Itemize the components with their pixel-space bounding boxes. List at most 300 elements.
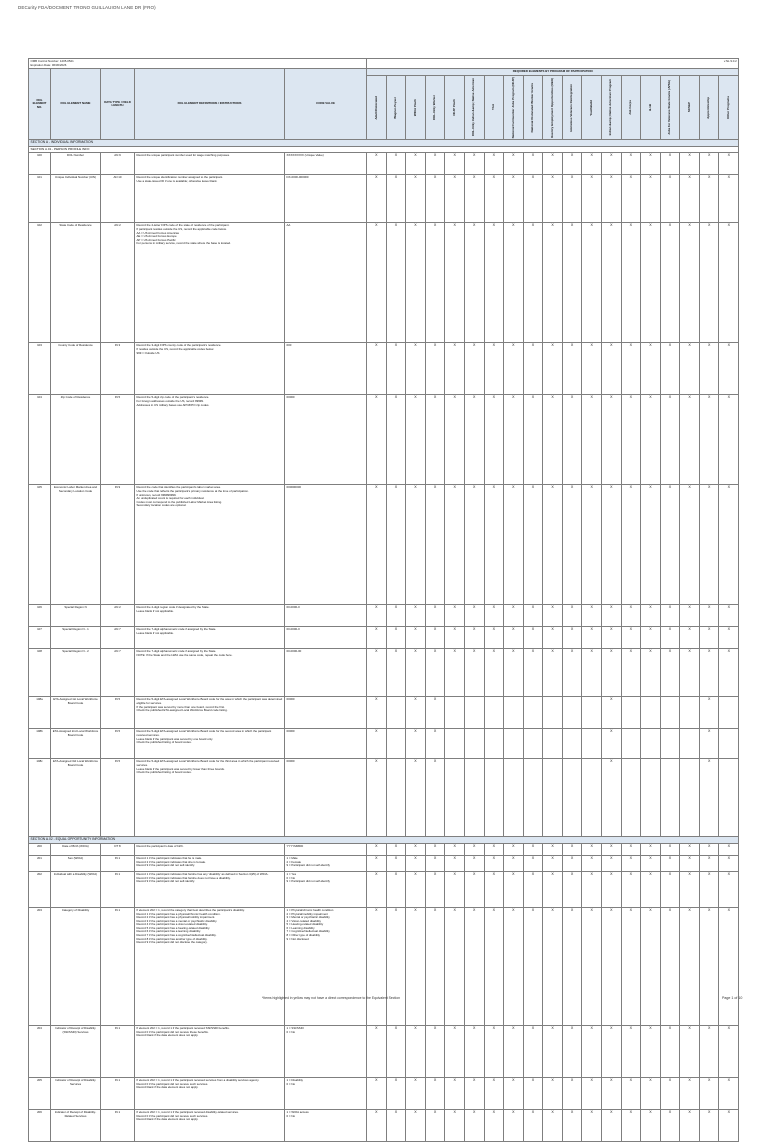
program-mark xyxy=(445,697,465,729)
definition-line: Record 2 if the participant has a physical/mobility impairment. xyxy=(136,915,216,920)
program-mark xyxy=(484,729,504,759)
program-mark: X xyxy=(660,175,680,223)
program-mark: X xyxy=(680,153,700,175)
program-mark: X xyxy=(445,1077,465,1109)
program-mark: X xyxy=(641,871,661,907)
program-mark: X xyxy=(621,175,641,223)
program-mark: X xyxy=(406,395,426,485)
definition-line: Record the 3-digit FIPS county code of the participant's residence. xyxy=(136,343,222,348)
definition-line: If resides outside the US, record the applicable codes below. xyxy=(136,346,214,351)
program-mark xyxy=(543,697,563,729)
program-mark: X xyxy=(680,343,700,395)
program-mark: X xyxy=(582,1109,602,1141)
definition-line: Leave blank if not applicable. xyxy=(136,608,174,613)
definition-line: Addresses in US military bases use APO/FPO zip codes. xyxy=(136,402,210,407)
program-mark: X xyxy=(660,1025,680,1077)
definition-line: Record the 5-digit zip code of the participant's residence. xyxy=(136,395,210,400)
element-name: Special Region N - 1 xyxy=(51,627,101,649)
program-mark: X xyxy=(641,485,661,605)
definition-line: Record the unique identification number assigned to the participant. xyxy=(136,175,223,180)
program-mark: X xyxy=(621,343,641,395)
program-mark: X xyxy=(445,1025,465,1077)
element-code: 00000 xyxy=(285,759,367,837)
program-mark: X xyxy=(445,485,465,605)
program-mark: X xyxy=(562,153,582,175)
program-mark: X xyxy=(504,223,524,343)
element-type: AN 2 xyxy=(101,605,135,627)
element-definition xyxy=(135,395,285,485)
program-mark: X xyxy=(504,1077,524,1109)
col-codes: CODE VALUE xyxy=(285,69,367,140)
program-mark: X xyxy=(464,485,484,605)
program-mark: X xyxy=(641,1025,661,1077)
element-name: Date of Birth (WIOA) xyxy=(51,843,101,855)
program-mark: X xyxy=(699,395,719,485)
program-mark: X xyxy=(582,223,602,343)
program-mark xyxy=(680,729,700,759)
program-mark: X xyxy=(386,1109,406,1141)
program-mark: X xyxy=(406,855,426,871)
definition-line: If unknown, record 999999999. xyxy=(136,492,177,497)
program-mark: X xyxy=(699,697,719,729)
program-mark: X xyxy=(523,223,543,343)
program-mark xyxy=(386,759,406,837)
program-mark: X xyxy=(425,649,445,697)
section-row xyxy=(29,837,739,844)
program-mark xyxy=(523,729,543,759)
program-mark: X xyxy=(719,605,739,627)
program-mark: X xyxy=(504,175,524,223)
program-mark: X xyxy=(562,627,582,649)
program-mark: X xyxy=(425,729,445,759)
definition-line: AE = US Armed Forces Europe xyxy=(136,234,177,239)
definition-line: Record the unique participant number used for wage matching purposes. xyxy=(136,153,230,158)
element-code: 1 = WIOA access 0 = No xyxy=(285,1109,367,1141)
program-mark: X xyxy=(660,605,680,627)
program-mark: X xyxy=(425,1025,445,1077)
definition-line: Leave blank if the participant was served by fewer than three boards. xyxy=(136,766,225,771)
program-mark: X xyxy=(543,649,563,697)
element-code: 00000 xyxy=(285,729,367,759)
col-type-field: DATA TYPE / FIELD LENGTH xyxy=(101,69,135,140)
program-mark: X xyxy=(719,907,739,1025)
program-mark: X xyxy=(367,843,387,855)
element-code: 1 = Physical/chronic health condition 2 = Physical/mobility impairment 3 = Mental or psychiatric disability 4 = Vision-related disability 5 = Hearing-related disability 6 = Learning disability 7 = Cognitive/intellectual disability 8 = Other type of disability 9 = Not disclosed xyxy=(285,907,367,1025)
program-mark: X xyxy=(621,605,641,627)
program-mark xyxy=(641,697,661,729)
version-label: v.NL 9.0.2 xyxy=(367,59,739,69)
program-mark: X xyxy=(621,1025,641,1077)
program-mark: X xyxy=(562,871,582,907)
element-number: 100 xyxy=(29,153,51,175)
element-name: Indicator of Receipt of Disability Services xyxy=(51,1077,101,1109)
program-mark: X xyxy=(445,395,465,485)
program-mark: X xyxy=(543,871,563,907)
program-mark: X xyxy=(484,649,504,697)
program-mark: X xyxy=(543,1077,563,1109)
program-mark xyxy=(386,729,406,759)
definition-line: Record blank if the data element does not apply. xyxy=(136,1033,199,1038)
definition-line: If element 202 = 1, record 1 if the participant received disability-related services. xyxy=(136,1109,239,1114)
col-definitions: DOL ELEMENT DEFINITIONS / INSTRUCTIONS xyxy=(135,69,285,140)
program-mark: X xyxy=(445,855,465,871)
program-mark xyxy=(484,697,504,729)
program-mark: X xyxy=(543,175,563,223)
program-mark: X xyxy=(406,843,426,855)
program-mark: X xyxy=(425,485,445,605)
program-mark: X xyxy=(601,871,621,907)
program-mark: X xyxy=(641,605,661,627)
program-mark: X xyxy=(621,855,641,871)
table-row xyxy=(29,485,739,605)
element-definition xyxy=(135,153,285,175)
element-code: 1 = Disability 0 = No xyxy=(285,1077,367,1109)
definition-line: If the participant was served by more than one board, record the first. xyxy=(136,704,225,709)
program-mark: X xyxy=(621,395,641,485)
program-mark: X xyxy=(680,627,700,649)
program-mark: X xyxy=(367,343,387,395)
program-mark: X xyxy=(367,485,387,605)
program-mark: X xyxy=(406,1109,426,1141)
element-definition xyxy=(135,1077,285,1109)
element-number: 107 xyxy=(29,627,51,649)
program-mark: X xyxy=(601,153,621,175)
element-code: YYYYMMDD xyxy=(285,843,367,855)
definition-line: Record the 7-digit alphanumeric code if assigned by the State. xyxy=(136,649,217,654)
omb-number: OMB Control Number: 1205-0521 xyxy=(30,59,74,63)
program-mark: X xyxy=(719,153,739,175)
program-mark: X xyxy=(719,855,739,871)
program-mark: X xyxy=(425,871,445,907)
program-mark: X xyxy=(699,871,719,907)
program-mark xyxy=(543,729,563,759)
definition-line: Record 9 if the participant did not disclose the category. xyxy=(136,940,208,945)
program-mark: X xyxy=(464,175,484,223)
program-mark xyxy=(719,697,739,729)
program-mark: X xyxy=(367,729,387,759)
program-mark: X xyxy=(425,1109,445,1141)
table-row xyxy=(29,907,739,1025)
program-col-1 xyxy=(386,75,406,139)
program-mark: X xyxy=(543,153,563,175)
program-mark: X xyxy=(484,175,504,223)
program-mark: X xyxy=(464,605,484,627)
program-mark: X xyxy=(543,855,563,871)
program-mark: X xyxy=(386,855,406,871)
program-mark: X xyxy=(425,343,445,395)
program-col-17 xyxy=(699,75,719,139)
definition-line: If element 202 = 1, record 1 if the participant received SSI/SSDI benefits. xyxy=(136,1025,230,1030)
program-mark: X xyxy=(367,223,387,343)
program-mark xyxy=(523,697,543,729)
program-label: Adult/Dislocated xyxy=(373,95,378,120)
program-mark: X xyxy=(641,649,661,697)
program-mark xyxy=(504,759,524,837)
program-mark: X xyxy=(601,759,621,837)
program-mark: X xyxy=(660,843,680,855)
program-mark: X xyxy=(464,843,484,855)
omb-control xyxy=(29,59,367,69)
program-mark: X xyxy=(621,843,641,855)
program-mark: X xyxy=(386,649,406,697)
element-code: 00000 xyxy=(285,395,367,485)
program-mark: X xyxy=(601,1025,621,1077)
program-mark: X xyxy=(601,1109,621,1141)
program-mark: X xyxy=(425,175,445,223)
program-mark: X xyxy=(680,605,700,627)
program-mark xyxy=(464,759,484,837)
element-name: Indicator of Receipt of Disability (SSI/SSDI) Services xyxy=(51,1025,101,1077)
definition-line: Codes must correspond to the published Labor Market Area listing. xyxy=(136,499,222,504)
program-mark: X xyxy=(601,843,621,855)
element-number: 102 xyxy=(29,223,51,343)
program-label: Homeless Veterans Reintegration xyxy=(569,83,574,132)
program-mark: X xyxy=(484,605,504,627)
program-mark: X xyxy=(680,1109,700,1141)
section-row xyxy=(29,140,739,147)
element-definition xyxy=(135,871,285,907)
program-mark: X xyxy=(621,1077,641,1109)
element-code: 1 = SSI/SSDI 0 = No xyxy=(285,1025,367,1077)
table-row xyxy=(29,697,739,729)
program-mark: X xyxy=(464,1109,484,1141)
program-mark: X xyxy=(543,605,563,627)
program-mark: X xyxy=(445,153,465,175)
program-mark: X xyxy=(660,395,680,485)
program-label: Indian &amp; Native American Program xyxy=(608,79,613,136)
program-mark: X xyxy=(523,1109,543,1141)
program-mark: X xyxy=(445,605,465,627)
program-mark: X xyxy=(562,175,582,223)
col-element-num: DOL ELEMENT NO. xyxy=(29,69,51,140)
definition-line: Record the participant's date of birth. xyxy=(136,843,184,848)
program-mark: X xyxy=(660,627,680,649)
table-row xyxy=(29,649,739,697)
program-mark: X xyxy=(523,395,543,485)
footnote: *Items highlighted in yellow may not have a direct correspondence to the Equivalent Section xyxy=(262,996,400,1000)
program-mark: X xyxy=(523,649,543,697)
program-mark: X xyxy=(445,1109,465,1141)
program-mark: X xyxy=(601,855,621,871)
program-mark: X xyxy=(719,223,739,343)
element-type: IN 5 xyxy=(101,759,135,837)
definition-line: Check the published listing of board codes. xyxy=(136,770,192,775)
program-mark: X xyxy=(562,395,582,485)
element-type: IN 1 xyxy=(101,1109,135,1141)
program-col-11 xyxy=(582,75,602,139)
definition-line: AA = US Armed Forces Americas xyxy=(136,230,179,235)
program-mark: X xyxy=(641,855,661,871)
program-mark: X xyxy=(562,605,582,627)
element-type: AN 2 xyxy=(101,223,135,343)
program-mark: X xyxy=(523,855,543,871)
program-label: National Farmworker Jobs Program (NFJP) xyxy=(510,76,515,139)
program-col-0 xyxy=(367,75,387,139)
program-mark: X xyxy=(367,855,387,871)
program-mark: X xyxy=(523,175,543,223)
program-mark: X xyxy=(582,1077,602,1109)
element-definition xyxy=(135,759,285,837)
program-mark: X xyxy=(582,153,602,175)
program-mark: X xyxy=(504,627,524,649)
table-row xyxy=(29,871,739,907)
program-mark: X xyxy=(719,627,739,649)
program-mark: X xyxy=(621,649,641,697)
program-mark: X xyxy=(601,223,621,343)
element-name: Sex (WIOA) xyxy=(51,855,101,871)
program-mark: X xyxy=(562,649,582,697)
element-code: 000 xyxy=(285,343,367,395)
element-number: 201 xyxy=(29,855,51,871)
program-col-18 xyxy=(719,75,739,139)
program-mark: X xyxy=(523,843,543,855)
program-mark: X xyxy=(719,1109,739,1141)
program-mark: X xyxy=(367,627,387,649)
program-mark: X xyxy=(699,649,719,697)
program-mark: X xyxy=(719,843,739,855)
definition-line: For foreign addresses outside the US, record 99999. xyxy=(136,398,204,403)
program-mark: X xyxy=(504,843,524,855)
program-mark: X xyxy=(464,627,484,649)
program-mark xyxy=(582,729,602,759)
program-mark xyxy=(543,759,563,837)
definition-line: Record the 7-digit alphanumeric code if assigned by the State. xyxy=(136,627,217,632)
program-mark: X xyxy=(621,627,641,649)
element-number: 206 xyxy=(29,1109,51,1141)
element-definition xyxy=(135,223,285,343)
program-mark: X xyxy=(523,1025,543,1077)
program-mark: X xyxy=(582,485,602,605)
program-mark: X xyxy=(582,343,602,395)
program-mark: X xyxy=(386,907,406,1025)
element-name: ETA-Assigned 3rd Local Workforce Board Code xyxy=(51,759,101,837)
program-mark: X xyxy=(464,1077,484,1109)
element-code: 00000 xyxy=(285,697,367,729)
program-mark: X xyxy=(621,223,641,343)
element-code: XXXXXXXXX (Unique Value) xyxy=(285,153,367,175)
program-mark: X xyxy=(680,907,700,1025)
definition-line: Record 1 if the participant indicates that he/she has any 'disability' as defined in Section 3(25) of WIOA. xyxy=(136,871,269,876)
definition-line: Record the 5-digit ETA-assigned Local Workforce Board code for the area in which the participant was determined eligible for services. xyxy=(136,697,283,705)
table-row xyxy=(29,855,739,871)
definition-line: 999 = Outside US xyxy=(136,350,160,355)
program-mark: X xyxy=(523,343,543,395)
element-type: IN 1 xyxy=(101,1025,135,1077)
program-col-16 xyxy=(680,75,700,139)
program-mark: X xyxy=(484,1025,504,1077)
program-mark: X xyxy=(601,175,621,223)
definition-line: Record 1 if the participant has a physical/chronic health condition. xyxy=(136,911,221,916)
element-type: AN 10 xyxy=(101,175,135,223)
program-mark xyxy=(641,729,661,759)
element-number: 105 xyxy=(29,485,51,605)
definition-line: Record 9 if the participant did not self-identify. xyxy=(136,863,195,868)
program-label: TAA xyxy=(491,104,495,111)
program-mark: X xyxy=(582,855,602,871)
program-mark: X xyxy=(504,153,524,175)
program-mark: X xyxy=(523,871,543,907)
program-mark: X xyxy=(523,907,543,1025)
program-mark: X xyxy=(464,343,484,395)
program-mark: X xyxy=(406,729,426,759)
program-mark: X xyxy=(445,175,465,223)
element-type: AN 7 xyxy=(101,627,135,649)
table-row xyxy=(29,605,739,627)
element-number: 108a xyxy=(29,697,51,729)
program-mark xyxy=(660,729,680,759)
program-col-12 xyxy=(601,75,621,139)
program-mark: X xyxy=(445,907,465,1025)
program-mark xyxy=(719,759,739,837)
program-mark: X xyxy=(601,697,621,729)
program-mark: X xyxy=(406,697,426,729)
element-number: 108 xyxy=(29,649,51,697)
element-code: DX-0000-000000 xyxy=(285,175,367,223)
program-mark: X xyxy=(621,871,641,907)
table-row xyxy=(29,223,739,343)
program-mark: X xyxy=(386,343,406,395)
program-mark: X xyxy=(367,395,387,485)
program-col-2 xyxy=(406,75,426,139)
program-mark: X xyxy=(601,605,621,627)
element-type: IN 5 xyxy=(101,697,135,729)
program-mark: X xyxy=(504,485,524,605)
program-mark: X xyxy=(386,1025,406,1077)
program-mark: X xyxy=(601,907,621,1025)
program-mark: X xyxy=(406,485,426,605)
program-mark xyxy=(621,697,641,729)
element-code: 1 = Male 2 = Female 9 = Participant did not self-identify xyxy=(285,855,367,871)
program-mark: X xyxy=(367,697,387,729)
element-type: IN 5 xyxy=(101,395,135,485)
program-col-4 xyxy=(445,75,465,139)
program-label: H-1B xyxy=(647,103,652,111)
program-mark: X xyxy=(562,1077,582,1109)
program-mark xyxy=(680,697,700,729)
program-col-9 xyxy=(543,75,563,139)
program-mark: X xyxy=(425,395,445,485)
program-mark xyxy=(660,759,680,837)
element-number: 202 xyxy=(29,871,51,907)
element-number: 200 xyxy=(29,843,51,855)
program-mark: X xyxy=(680,871,700,907)
element-name: Special Region N - 2 xyxy=(51,649,101,697)
program-mark: X xyxy=(719,395,739,485)
element-name: ETA-Assigned 2nd Local Workforce Board Code xyxy=(51,729,101,759)
element-code: 00-0000-0 xyxy=(285,605,367,627)
program-mark: X xyxy=(699,907,719,1025)
program-mark: X xyxy=(641,175,661,223)
program-mark: X xyxy=(484,627,504,649)
program-mark: X xyxy=(464,223,484,343)
table-row xyxy=(29,175,739,223)
program-mark: X xyxy=(484,343,504,395)
program-mark: X xyxy=(464,855,484,871)
program-mark xyxy=(621,759,641,837)
program-mark: X xyxy=(484,1077,504,1109)
element-type: IN 3 xyxy=(101,343,135,395)
element-code: 1 = Yes 0 = No 9 = Participant did not self-identify xyxy=(285,871,367,907)
program-mark: X xyxy=(406,871,426,907)
definition-line: Record 5 if the participant has a hearing-related disability. xyxy=(136,925,211,930)
element-definition xyxy=(135,175,285,223)
program-mark: X xyxy=(543,343,563,395)
table-row xyxy=(29,1077,739,1109)
definition-line: Record blank if the data element does not apply. xyxy=(136,1085,199,1090)
program-mark xyxy=(523,759,543,837)
program-mark: X xyxy=(699,153,719,175)
program-mark: X xyxy=(601,343,621,395)
